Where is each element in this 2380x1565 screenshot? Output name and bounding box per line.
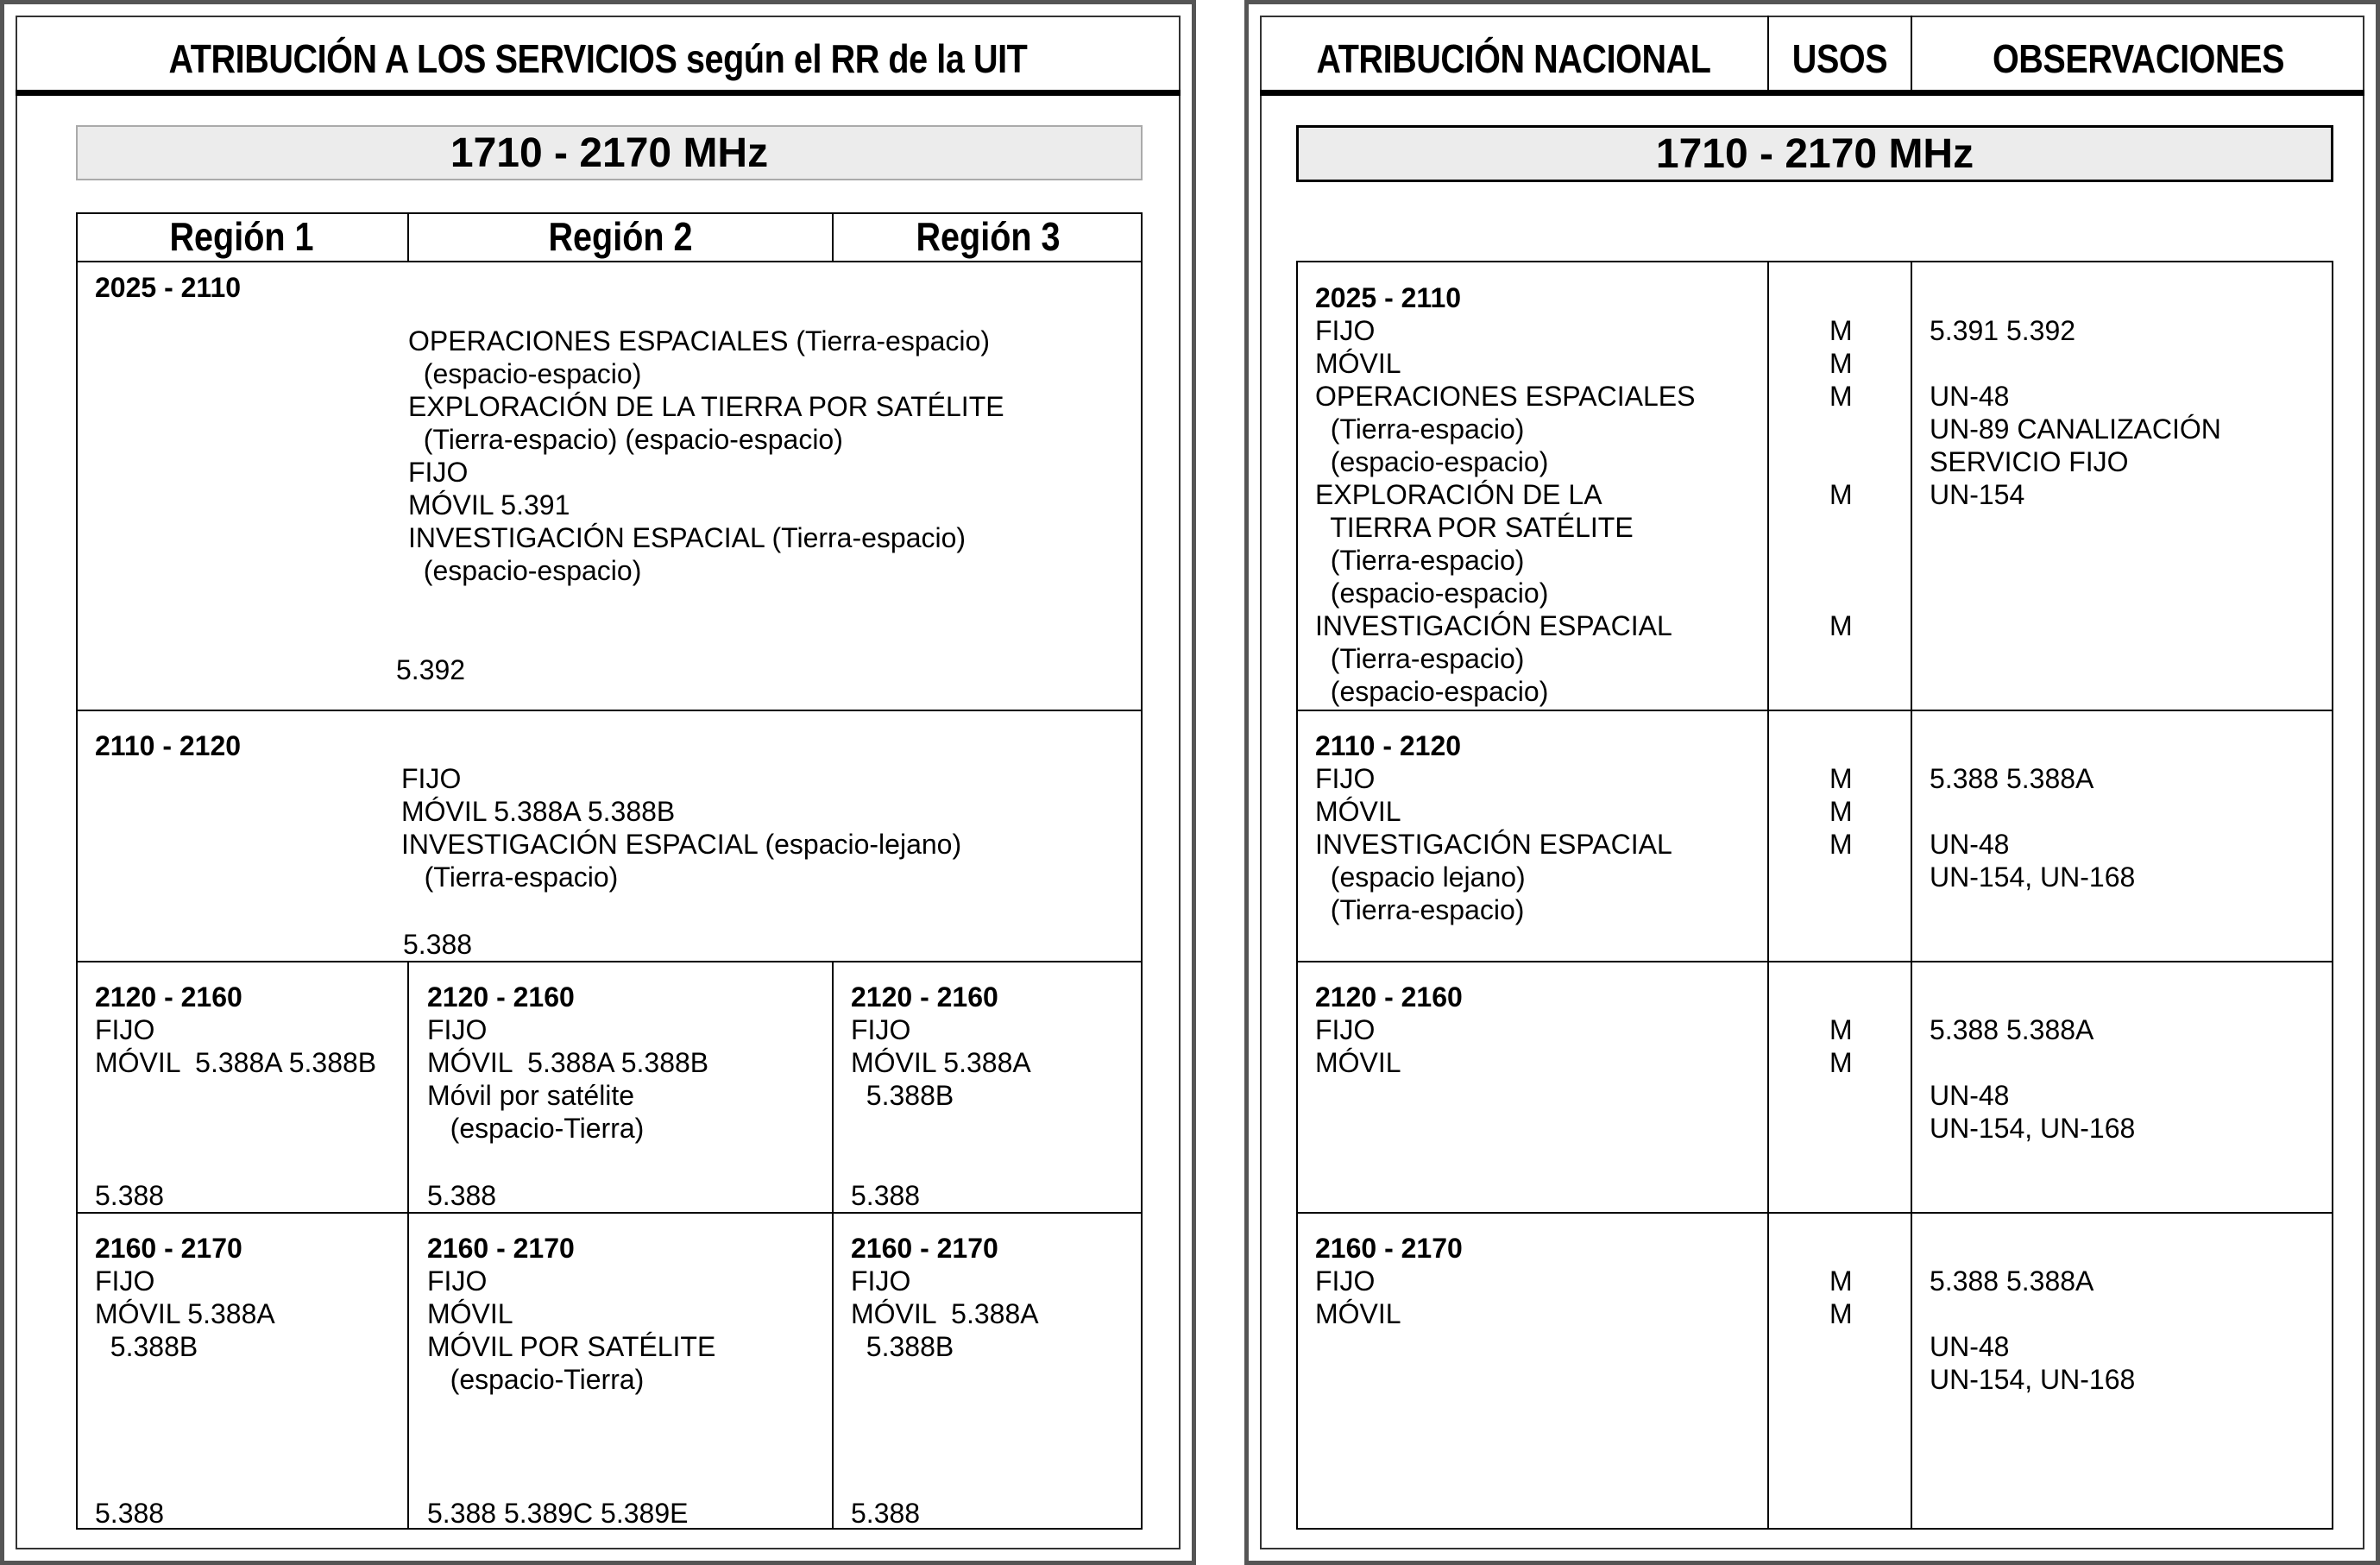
- row-sep-1: [76, 710, 1143, 711]
- observacion-line: UN-48: [1930, 381, 2010, 412]
- service-line: (Tierra-espacio): [1315, 545, 1525, 576]
- service-line: (espacio-Tierra): [427, 1113, 645, 1144]
- region-3-header: Región 3: [916, 214, 1061, 259]
- service-line: FIJO: [95, 1265, 155, 1297]
- row2-range: 2110 - 2120: [95, 730, 242, 761]
- right-band-title: 1710 - 2170 MHz: [1655, 130, 1974, 177]
- service-line: FIJO: [851, 1014, 911, 1045]
- service-line: FIJO: [1315, 763, 1376, 794]
- uso-value: M: [1829, 796, 1853, 827]
- observacion-line: UN-154: [1930, 479, 2025, 510]
- service-line: FIJO: [408, 457, 469, 488]
- national-row-sep-3: [1296, 1212, 2333, 1214]
- row4-r3-range: 2160 - 2170: [851, 1233, 998, 1264]
- service-line: FIJO: [95, 1014, 155, 1045]
- header-divider-1: [1767, 16, 1769, 92]
- row2-footnote: 5.388: [403, 929, 473, 960]
- service-line: (Tierra-espacio): [1315, 894, 1525, 925]
- left-band-title: 1710 - 2170 MHz: [450, 129, 769, 176]
- row3-r2-range: 2120 - 2160: [427, 981, 575, 1013]
- row-sep-2: [76, 961, 1143, 962]
- service-line: FIJO: [1315, 1014, 1376, 1045]
- service-line: (espacio-espacio): [1315, 676, 1549, 707]
- service-line: Móvil por satélite: [427, 1080, 635, 1111]
- service-line: EXPLORACIÓN DE LA TIERRA POR SATÉLITE: [408, 391, 1004, 422]
- national-row-sep-1: [1296, 710, 2333, 711]
- service-line: MÓVIL 5.391: [408, 489, 570, 521]
- uso-value: M: [1829, 1265, 1853, 1297]
- observacion-line: 5.391 5.392: [1930, 315, 2076, 346]
- national-col-divider-1: [1767, 261, 1769, 1530]
- service-line: MÓVIL: [427, 1298, 513, 1329]
- service-line: FIJO: [1315, 315, 1376, 346]
- service-line: 5.388B: [851, 1080, 954, 1111]
- service-line: FIJO: [1315, 1265, 1376, 1297]
- uso-value: M: [1829, 610, 1853, 641]
- service-line: MÓVIL 5.388A: [851, 1298, 1039, 1329]
- service-line: INVESTIGACIÓN ESPACIAL: [1315, 610, 1672, 641]
- nat-row3-range: 2120 - 2160: [1315, 981, 1463, 1013]
- uso-value: M: [1829, 1298, 1853, 1329]
- service-line: (espacio-espacio): [1315, 446, 1549, 477]
- uso-value: M: [1829, 1014, 1853, 1045]
- region-1-header: Región 1: [169, 214, 314, 259]
- observacion-line: 5.388 5.388A: [1930, 1265, 2094, 1297]
- row1-range: 2025 - 2110: [95, 272, 242, 303]
- service-line: OPERACIONES ESPACIALES: [1315, 381, 1696, 412]
- service-line: MÓVIL: [1315, 348, 1401, 379]
- national-col-divider-2: [1911, 261, 1912, 1530]
- row3-r1-footnote: 5.388: [95, 1180, 165, 1211]
- observacion-line: UN-48: [1930, 829, 2010, 860]
- service-line: FIJO: [427, 1265, 488, 1297]
- national-row-sep-2: [1296, 961, 2333, 962]
- service-line: MÓVIL POR SATÉLITE: [427, 1331, 716, 1362]
- service-line: FIJO: [851, 1265, 911, 1297]
- service-line: OPERACIONES ESPACIALES (Tierra-espacio): [408, 325, 990, 357]
- service-line: MÓVIL: [1315, 796, 1401, 827]
- service-line: INVESTIGACIÓN ESPACIAL: [1315, 829, 1672, 860]
- region-divider-2: [832, 961, 834, 1530]
- left-header-rule: [16, 90, 1181, 96]
- service-line: 5.388B: [851, 1331, 954, 1362]
- service-line: MÓVIL: [1315, 1298, 1401, 1329]
- observacion-line: UN-89 CANALIZACIÓN: [1930, 413, 2221, 445]
- row4-r3-footnote: 5.388: [851, 1498, 921, 1529]
- nat-row4-range: 2160 - 2170: [1315, 1233, 1463, 1264]
- uso-value: M: [1829, 479, 1853, 510]
- service-line: (espacio-espacio): [1315, 577, 1549, 609]
- service-line: (Tierra-espacio): [401, 861, 619, 893]
- uso-value: M: [1829, 763, 1853, 794]
- service-line: (espacio lejano): [1315, 861, 1526, 893]
- service-line: (espacio-Tierra): [427, 1364, 645, 1395]
- service-line: MÓVIL 5.388A: [95, 1298, 275, 1329]
- observacion-line: SERVICIO FIJO: [1930, 446, 2129, 477]
- uso-value: M: [1829, 1047, 1853, 1078]
- service-line: MÓVIL 5.388A 5.388B: [427, 1047, 709, 1078]
- left-panel-header: ATRIBUCIÓN A LOS SERVICIOS según el RR de la UIT: [168, 36, 1028, 81]
- service-line: TIERRA POR SATÉLITE: [1315, 512, 1634, 543]
- observacion-line: UN-48: [1930, 1331, 2010, 1362]
- service-line: INVESTIGACIÓN ESPACIAL (Tierra-espacio): [408, 522, 966, 553]
- observacion-line: UN-154, UN-168: [1930, 1364, 2136, 1395]
- row4-r2-range: 2160 - 2170: [427, 1233, 575, 1264]
- row4-r2-footnote: 5.388 5.389C 5.389E: [427, 1498, 689, 1529]
- header-usos: USOS: [1791, 36, 1888, 81]
- service-line: FIJO: [427, 1014, 488, 1045]
- row1-footnote: 5.392: [396, 654, 466, 685]
- service-line: 5.388B: [95, 1331, 198, 1362]
- header-divider-2: [1911, 16, 1912, 92]
- row3-r3-range: 2120 - 2160: [851, 981, 998, 1013]
- service-line: FIJO: [401, 763, 462, 794]
- service-line: INVESTIGACIÓN ESPACIAL (espacio-lejano): [401, 829, 962, 860]
- observacion-line: 5.388 5.388A: [1930, 1014, 2094, 1045]
- observacion-line: 5.388 5.388A: [1930, 763, 2094, 794]
- region-divider-1: [407, 961, 409, 1530]
- uso-value: M: [1829, 315, 1853, 346]
- row3-r1-range: 2120 - 2160: [95, 981, 242, 1013]
- row3-r3-footnote: 5.388: [851, 1180, 921, 1211]
- service-line: (espacio-espacio): [408, 358, 642, 389]
- observacion-line: UN-154, UN-168: [1930, 861, 2136, 893]
- service-line: (espacio-espacio): [408, 555, 642, 586]
- header-atribucion-nacional: ATRIBUCIÓN NACIONAL: [1316, 36, 1711, 81]
- service-line: EXPLORACIÓN DE LA: [1315, 479, 1602, 510]
- row4-r1-footnote: 5.388: [95, 1498, 165, 1529]
- region-divider-1-head: [407, 212, 409, 261]
- service-line: MÓVIL 5.388A 5.388B: [95, 1047, 377, 1078]
- observacion-line: UN-154, UN-168: [1930, 1113, 2136, 1144]
- service-line: MÓVIL 5.388A 5.388B: [401, 796, 676, 827]
- service-line: MÓVIL 5.388A: [851, 1047, 1031, 1078]
- service-line: (Tierra-espacio): [1315, 643, 1525, 674]
- service-line: (Tierra-espacio) (espacio-espacio): [408, 424, 843, 455]
- row-sep-3: [76, 1212, 1143, 1214]
- uso-value: M: [1829, 381, 1853, 412]
- observacion-line: UN-48: [1930, 1080, 2010, 1111]
- nat-row2-range: 2110 - 2120: [1315, 730, 1462, 761]
- uso-value: M: [1829, 348, 1853, 379]
- region-2-header: Región 2: [548, 214, 693, 259]
- row4-r1-range: 2160 - 2170: [95, 1233, 242, 1264]
- right-header-rule: [1260, 90, 2364, 96]
- uso-value: M: [1829, 829, 1853, 860]
- header-observaciones: OBSERVACIONES: [1992, 36, 2285, 81]
- service-line: (Tierra-espacio): [1315, 413, 1525, 445]
- region-divider-2-head: [832, 212, 834, 261]
- row3-r2-footnote: 5.388: [427, 1180, 497, 1211]
- nat-row1-range: 2025 - 2110: [1315, 282, 1462, 313]
- service-line: MÓVIL: [1315, 1047, 1401, 1078]
- region-header-divider: [76, 261, 1143, 262]
